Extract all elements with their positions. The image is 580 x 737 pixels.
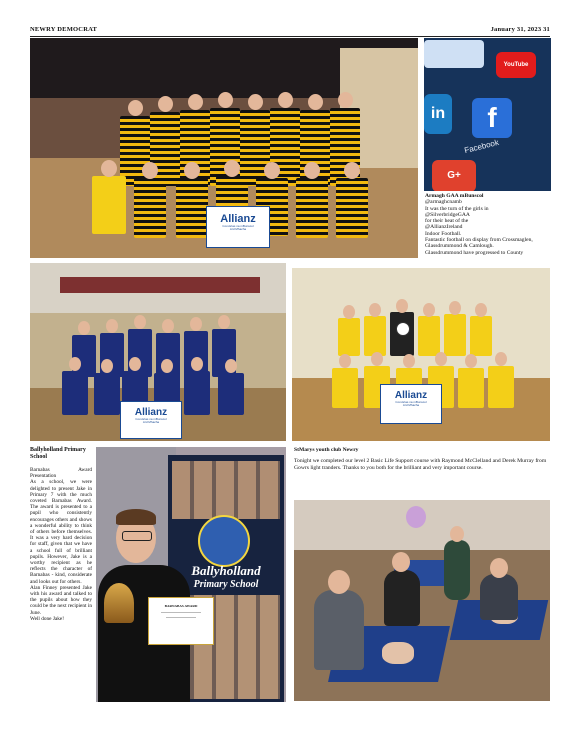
- banner-tagline-2: Ard Mhacha: [142, 420, 160, 425]
- photo-jake-award: [96, 447, 286, 702]
- banner-school-name: Ballyholland: [191, 563, 261, 578]
- balloons: [406, 506, 426, 528]
- cpr-mannequin: [382, 642, 414, 664]
- date-page: January 31, 2023 31: [490, 26, 550, 33]
- photo-yellow-team: [292, 268, 550, 441]
- trainee-person: [480, 574, 518, 620]
- certificate-title: BARNABAS AWARD: [164, 604, 198, 608]
- trophy: [104, 583, 134, 623]
- banner-tagline-2: Ard Mhacha: [229, 227, 247, 232]
- armagh-caption: [425, 193, 553, 256]
- armagh-line-4: for their heat of the: [425, 218, 469, 225]
- ballyholland-article: [30, 447, 92, 622]
- paper-name: NEWRY DEMOCRAT: [30, 26, 98, 33]
- ballyholland-body: Barnabas Award Presentation As a school, we were delighted to present Jake in Primary 7 with the much coveted Barnabas Award. The award is presented to a pupil who consistently encourages others and shows a wonderful ability to think of others before themselves. It was a very hard decision for staff, given that we have a school full of brilliant pupils. However, Jake is a worthy recipient as he reflects the character of Barnabas - kind, considerate and looks out for others. Alan Finney presented Jake with his award and talked to the pupils about how they could be the next recipient in June. Well done Jake!: [30, 467, 92, 622]
- page-header: [30, 26, 550, 36]
- banner-tagline: Comórtas na mBunscol: [395, 400, 427, 404]
- youtube-icon: YouTube: [496, 52, 536, 78]
- stmarys-title: StMarys youth club Newry: [294, 447, 359, 453]
- armagh-line-5: @AllianzIreland: [425, 224, 463, 231]
- photo-girls-team-amber: [30, 38, 418, 258]
- armagh-line-2: It was the turn of the girls in: [425, 205, 489, 212]
- header-rule: [30, 36, 550, 37]
- armagh-line-6: Indoor Football.: [425, 230, 462, 237]
- trainee-person: [444, 540, 470, 600]
- ballyholland-title: Ballyholland Primary School: [30, 447, 86, 460]
- trainee-person: [314, 590, 364, 670]
- allianz-banner-3: [380, 384, 442, 424]
- photo-navy-team: [30, 263, 286, 441]
- banner-tagline: Comórtas na mBunscol: [135, 417, 167, 421]
- armagh-line-3: @SilverbridgeGAA: [425, 211, 470, 218]
- armagh-line-1: @armaghcnamb: [425, 199, 462, 206]
- armagh-title: Armagh GAA mBunscol: [425, 193, 484, 199]
- stmarys-caption: [294, 447, 550, 471]
- allianz-banner: [206, 206, 270, 248]
- armagh-line-8: Glassdrummond & Camlough.: [425, 243, 494, 250]
- banner-tagline: Comórtas na mBunscol: [222, 224, 254, 228]
- facebook-icon: f: [472, 98, 512, 138]
- glasses: [122, 531, 152, 541]
- banner-school-type: Primary School: [193, 579, 259, 590]
- googleplus-icon: G+: [432, 160, 476, 191]
- allianz-logo-text-2: Allianz: [134, 407, 168, 418]
- linkedin-icon: in: [424, 94, 452, 134]
- allianz-banner-2: [120, 401, 182, 439]
- banner-tagline-2: Ard Mhacha: [402, 403, 420, 408]
- photo-cpr-course: [294, 500, 550, 701]
- certificate: [148, 597, 214, 645]
- allianz-logo-text-3: Allianz: [394, 390, 428, 401]
- armagh-line-7: Fantastic football on display from Crossmaglen,: [425, 237, 533, 244]
- football-ball: [396, 322, 410, 336]
- photo-social-media: [424, 38, 551, 191]
- stmarys-body: Tonight we completed our level 2 Basic Life Support course with Raymond McClelland and Derek Murray from Gowrs light tranders. Thanks to you both for the brilliant and very important course.: [294, 458, 547, 471]
- facebook-label: Facebook: [463, 137, 500, 156]
- armagh-line-9: Glassdrummond have progressed to County: [425, 249, 524, 256]
- allianz-logo-text: Allianz: [220, 213, 256, 225]
- trainee-person: [384, 570, 420, 626]
